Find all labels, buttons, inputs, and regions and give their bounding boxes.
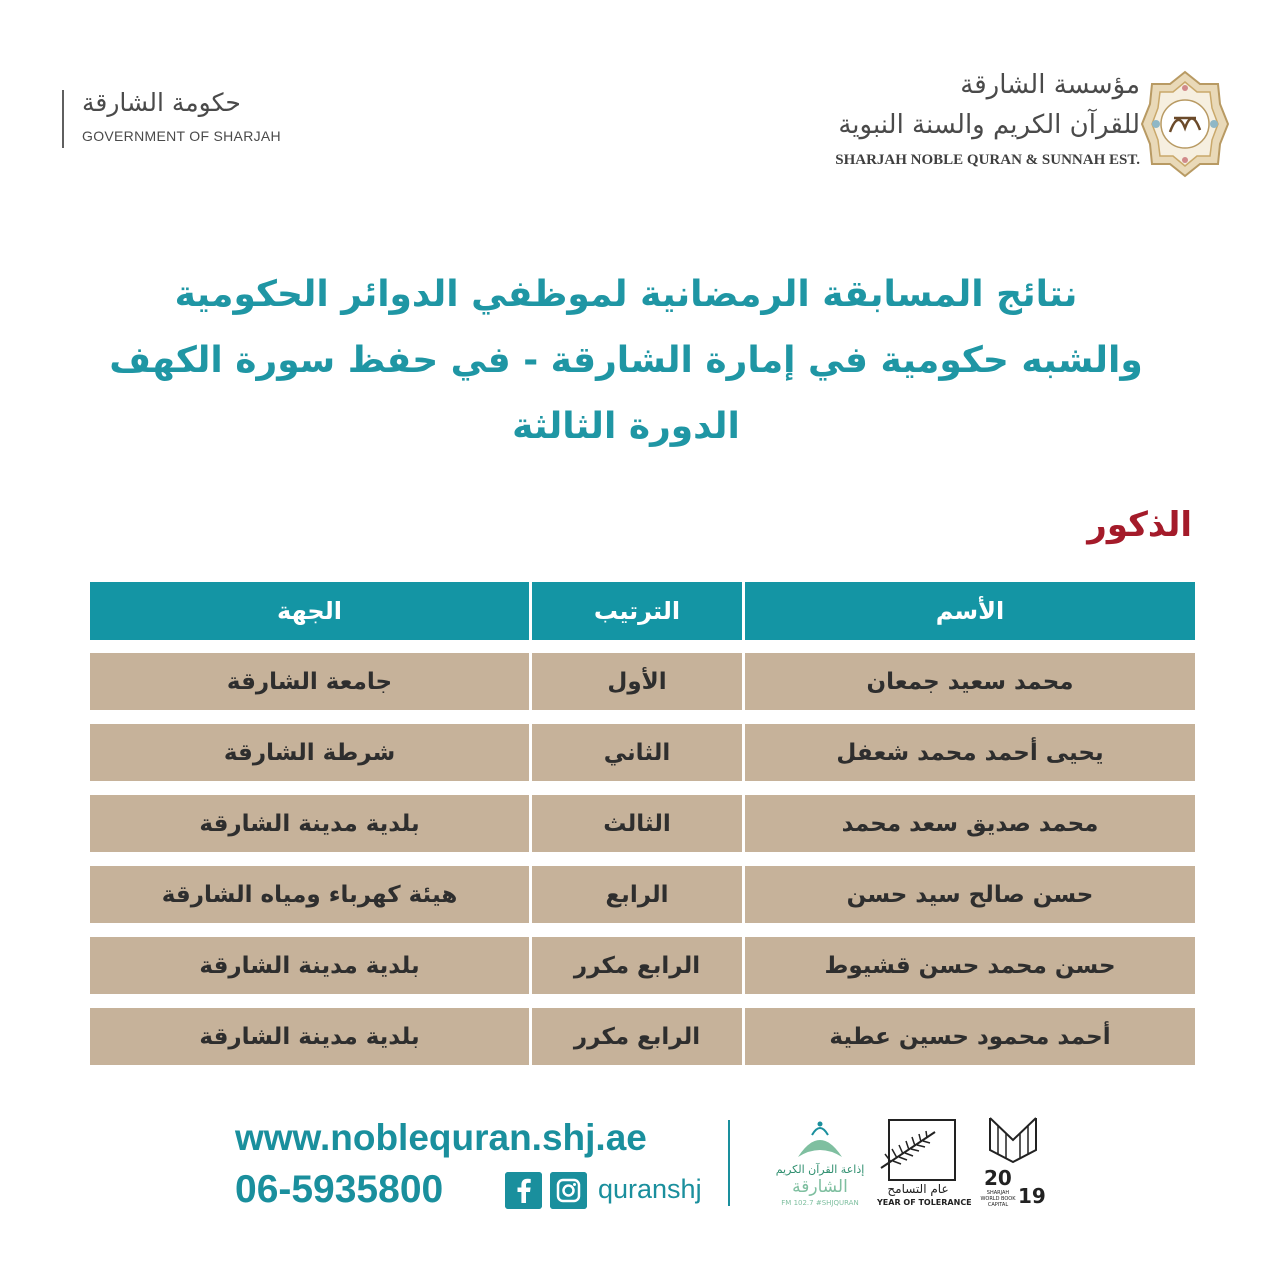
cell-entity: بلدية مدينة الشارقة xyxy=(90,1008,529,1065)
wbc-year-first: 20 xyxy=(984,1166,1012,1190)
foundation-name-ar-line2: للقرآن الكريم والسنة النبوية xyxy=(838,110,1140,140)
tolerance-en: YEAR OF TOLERANCE xyxy=(877,1198,972,1207)
cell-rank: الرابع مكرر xyxy=(532,1008,742,1065)
table-row xyxy=(90,1008,1195,1065)
foundation-name-en: SHARJAH NOBLE QURAN & SUNNAH EST. xyxy=(835,152,1140,168)
cell-entity: شرطة الشارقة xyxy=(90,724,529,781)
cell-entity: هيئة كهرباء ومياه الشارقة xyxy=(90,866,529,923)
cell-rank: الأول xyxy=(532,653,742,710)
cell-entity: بلدية مدينة الشارقة xyxy=(90,795,529,852)
quran-radio-logo xyxy=(770,1115,870,1210)
table-row xyxy=(90,866,1195,923)
announcement-title xyxy=(80,262,1172,460)
cell-rank: الثالث xyxy=(532,795,742,852)
cell-rank: الرابع xyxy=(532,866,742,923)
wbc-en: SHARJAH WORLD BOOK CAPITAL xyxy=(980,1190,1016,1208)
facebook-icon[interactable] xyxy=(505,1172,542,1209)
table-row xyxy=(90,795,1195,852)
cell-name: حسن محمد حسن قشيوط xyxy=(745,937,1195,994)
cell-name: محمد سعيد جمعان xyxy=(745,653,1195,710)
header-entity: الجهة xyxy=(90,582,529,640)
cell-rank: الرابع مكرر xyxy=(532,937,742,994)
cell-entity: جامعة الشارقة xyxy=(90,653,529,710)
table-row xyxy=(90,937,1195,994)
foundation-name xyxy=(760,70,1140,180)
cell-name: أحمد محمود حسين عطية xyxy=(745,1008,1195,1065)
radio-name-ar: إذاعة القرآن الكريم xyxy=(775,1163,865,1176)
table-header-row xyxy=(90,582,1195,639)
foundation-emblem-icon xyxy=(1140,70,1230,178)
table-row xyxy=(90,724,1195,781)
tolerance-ar: عام التسامح xyxy=(887,1182,949,1196)
radio-crescent-icon xyxy=(770,1115,870,1165)
logo-divider xyxy=(62,90,64,148)
radio-frequency: FM 102.7 #SHJQURAN xyxy=(781,1199,859,1207)
title-line-1: نتائج المسابقة الرمضانية لموظفي الدوائر الحكومية xyxy=(174,274,1078,315)
footer-divider xyxy=(728,1120,730,1206)
header-name: الأسم xyxy=(745,582,1195,640)
instagram-icon[interactable] xyxy=(550,1172,587,1209)
radio-city-ar: الشارقة xyxy=(792,1177,848,1197)
header-rank: الترتيب xyxy=(532,582,742,640)
social-handle[interactable]: quranshj xyxy=(598,1174,702,1204)
cell-entity: بلدية مدينة الشارقة xyxy=(90,937,529,994)
phone-number[interactable]: 06-5935800 xyxy=(235,1168,444,1211)
ghaf-tree-icon xyxy=(877,1118,959,1182)
title-line-2: والشبه حكومية في إمارة الشارقة - في حفظ سورة الكهف xyxy=(109,340,1143,381)
world-book-capital-logo xyxy=(978,1110,1048,1210)
cell-rank: الثاني xyxy=(532,724,742,781)
website-link[interactable]: www.noblequran.shj.ae xyxy=(235,1117,647,1158)
title-line-3: الدورة الثالثة xyxy=(512,406,740,447)
gov-name-ar: حكومة الشارقة xyxy=(82,88,241,117)
cell-name: حسن صالح سيد حسن xyxy=(745,866,1195,923)
gov-name-en: GOVERNMENT OF SHARJAH xyxy=(82,128,281,144)
table-row xyxy=(90,653,1195,710)
year-of-tolerance-logo xyxy=(877,1118,972,1210)
wbc-year-second: 19 xyxy=(1018,1184,1046,1208)
section-label-males: الذكور xyxy=(1087,505,1192,545)
cell-name: محمد صديق سعد محمد xyxy=(745,795,1195,852)
cell-name: يحيى أحمد محمد شعفل xyxy=(745,724,1195,781)
foundation-name-ar-line1: مؤسسة الشارقة xyxy=(960,70,1140,100)
open-book-icon xyxy=(978,1110,1048,1166)
